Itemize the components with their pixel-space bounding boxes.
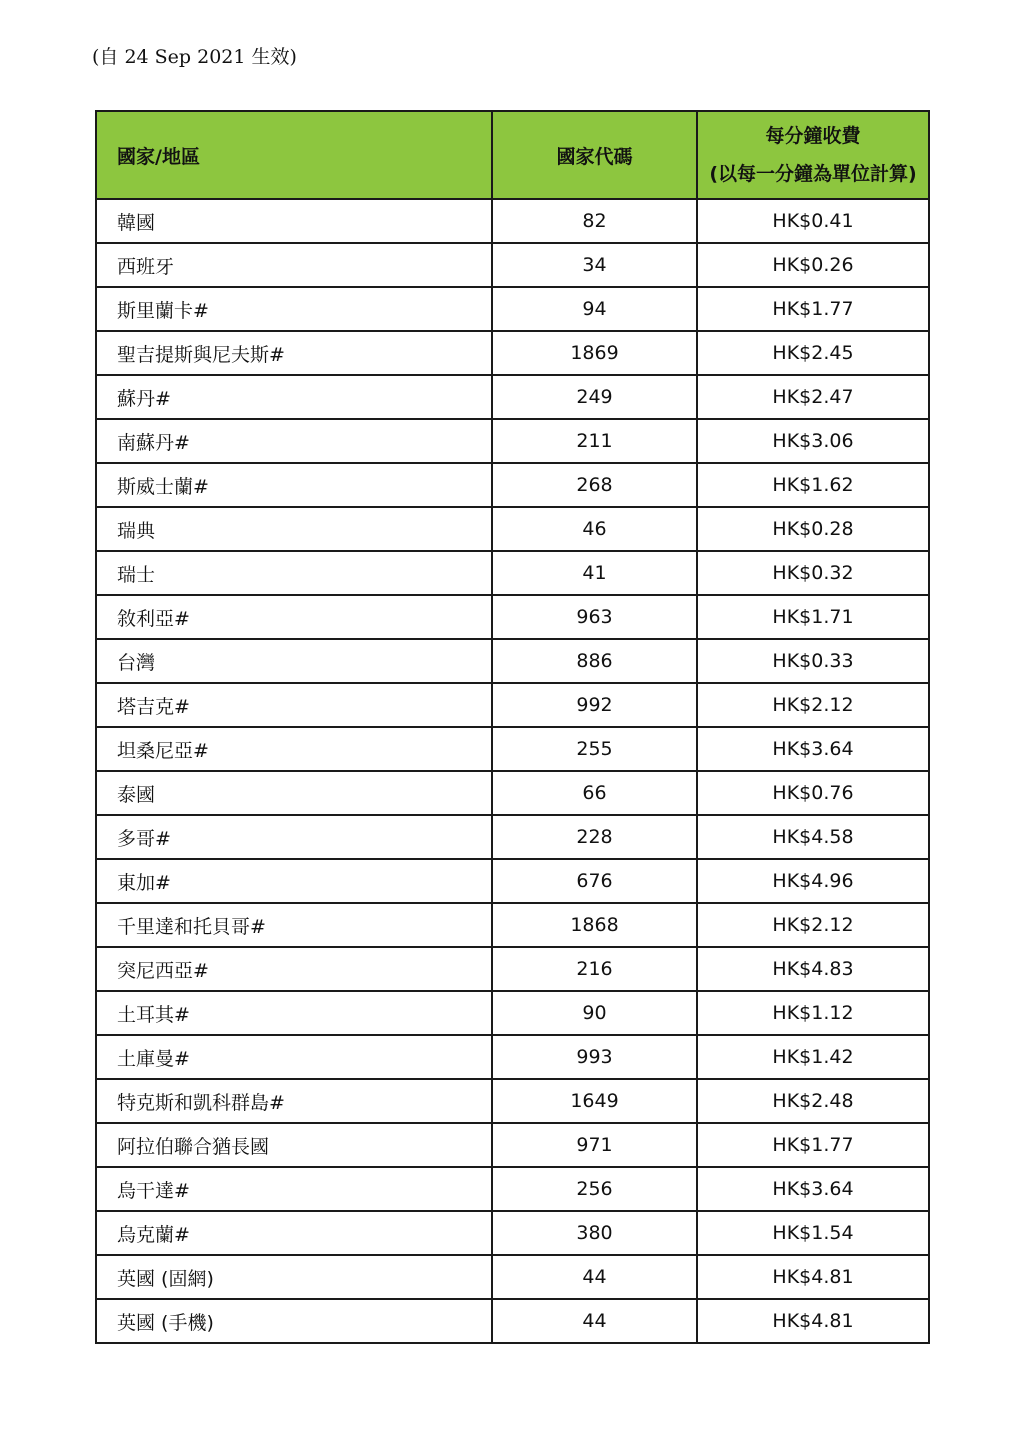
- code-cell: 44: [492, 1299, 697, 1343]
- country-cell: 台灣: [96, 639, 492, 683]
- rate-cell: HK$1.77: [697, 287, 929, 331]
- table-row: [96, 287, 929, 331]
- header-row: [96, 111, 929, 199]
- code-cell: 34: [492, 243, 697, 287]
- country-cell: 千里達和托貝哥#: [96, 903, 492, 947]
- table-row: [96, 639, 929, 683]
- rate-cell: HK$0.76: [697, 771, 929, 815]
- rate-cell: HK$2.48: [697, 1079, 929, 1123]
- table-row: [96, 595, 929, 639]
- country-cell: 坦桑尼亞#: [96, 727, 492, 771]
- table-row: [96, 507, 929, 551]
- country-cell: 瑞典: [96, 507, 492, 551]
- table-row: [96, 331, 929, 375]
- rates-table: [95, 110, 930, 1344]
- country-cell: 聖吉提斯與尼夫斯#: [96, 331, 492, 375]
- code-cell: 1649: [492, 1079, 697, 1123]
- rate-cell: HK$4.81: [697, 1255, 929, 1299]
- rate-cell: HK$2.12: [697, 683, 929, 727]
- country-cell: 阿拉伯聯合猶長國: [96, 1123, 492, 1167]
- country-cell: 英國 (固網): [96, 1255, 492, 1299]
- country-cell: 斯里蘭卡#: [96, 287, 492, 331]
- rate-cell: HK$3.06: [697, 419, 929, 463]
- country-cell: 泰國: [96, 771, 492, 815]
- table-row: [96, 1035, 929, 1079]
- country-cell: 瑞士: [96, 551, 492, 595]
- table-row: [96, 771, 929, 815]
- country-cell: 斯威士蘭#: [96, 463, 492, 507]
- table-row: [96, 1123, 929, 1167]
- rate-cell: HK$0.32: [697, 551, 929, 595]
- code-cell: 886: [492, 639, 697, 683]
- code-cell: 963: [492, 595, 697, 639]
- code-cell: 41: [492, 551, 697, 595]
- rate-cell: HK$4.96: [697, 859, 929, 903]
- table-row: [96, 1299, 929, 1343]
- rate-cell: HK$3.64: [697, 727, 929, 771]
- header-code: 國家代碼: [492, 111, 697, 199]
- rate-cell: HK$2.47: [697, 375, 929, 419]
- header-rate-line2: (以每一分鐘為單位計算): [709, 163, 917, 185]
- country-cell: 烏干達#: [96, 1167, 492, 1211]
- code-cell: 1869: [492, 331, 697, 375]
- rate-cell: HK$1.54: [697, 1211, 929, 1255]
- country-cell: 多哥#: [96, 815, 492, 859]
- table-header: [96, 111, 929, 199]
- table-row: [96, 199, 929, 243]
- rate-cell: HK$1.62: [697, 463, 929, 507]
- code-cell: 44: [492, 1255, 697, 1299]
- table-body: [96, 199, 929, 1343]
- code-cell: 1868: [492, 903, 697, 947]
- code-cell: 380: [492, 1211, 697, 1255]
- code-cell: 256: [492, 1167, 697, 1211]
- rate-cell: HK$4.81: [697, 1299, 929, 1343]
- rate-cell: HK$1.12: [697, 991, 929, 1035]
- country-cell: 突尼西亞#: [96, 947, 492, 991]
- rate-cell: HK$2.45: [697, 331, 929, 375]
- table-row: [96, 991, 929, 1035]
- country-cell: 蘇丹#: [96, 375, 492, 419]
- effective-date-note: (自 24 Sep 2021 生效): [92, 46, 297, 68]
- table-row: [96, 727, 929, 771]
- code-cell: 46: [492, 507, 697, 551]
- table-row: [96, 375, 929, 419]
- table-row: [96, 683, 929, 727]
- rate-cell: HK$0.33: [697, 639, 929, 683]
- country-cell: 西班牙: [96, 243, 492, 287]
- code-cell: 90: [492, 991, 697, 1035]
- country-cell: 南蘇丹#: [96, 419, 492, 463]
- table-row: [96, 1079, 929, 1123]
- rate-cell: HK$4.58: [697, 815, 929, 859]
- code-cell: 216: [492, 947, 697, 991]
- code-cell: 992: [492, 683, 697, 727]
- rate-cell: HK$3.64: [697, 1167, 929, 1211]
- code-cell: 66: [492, 771, 697, 815]
- country-cell: 土庫曼#: [96, 1035, 492, 1079]
- table-row: [96, 463, 929, 507]
- rate-cell: HK$1.71: [697, 595, 929, 639]
- code-cell: 993: [492, 1035, 697, 1079]
- code-cell: 676: [492, 859, 697, 903]
- table-row: [96, 1167, 929, 1211]
- code-cell: 971: [492, 1123, 697, 1167]
- rate-cell: HK$1.77: [697, 1123, 929, 1167]
- table-row: [96, 243, 929, 287]
- country-cell: 敘利亞#: [96, 595, 492, 639]
- code-cell: 228: [492, 815, 697, 859]
- code-cell: 255: [492, 727, 697, 771]
- table-row: [96, 815, 929, 859]
- table-row: [96, 551, 929, 595]
- country-cell: 英國 (手機): [96, 1299, 492, 1343]
- header-rate-line1: 每分鐘收費: [765, 125, 861, 147]
- table-row: [96, 859, 929, 903]
- code-cell: 211: [492, 419, 697, 463]
- country-cell: 東加#: [96, 859, 492, 903]
- code-cell: 268: [492, 463, 697, 507]
- table-row: [96, 1255, 929, 1299]
- rate-cell: HK$1.42: [697, 1035, 929, 1079]
- country-cell: 塔吉克#: [96, 683, 492, 727]
- rate-cell: HK$0.41: [697, 199, 929, 243]
- country-cell: 烏克蘭#: [96, 1211, 492, 1255]
- table-row: [96, 903, 929, 947]
- header-rate: [697, 111, 929, 199]
- code-cell: 249: [492, 375, 697, 419]
- country-cell: 特克斯和凱科群島#: [96, 1079, 492, 1123]
- header-country: 國家/地區: [96, 111, 492, 199]
- table-row: [96, 419, 929, 463]
- table-row: [96, 1211, 929, 1255]
- rate-cell: HK$2.12: [697, 903, 929, 947]
- code-cell: 82: [492, 199, 697, 243]
- table-row: [96, 947, 929, 991]
- country-cell: 土耳其#: [96, 991, 492, 1035]
- rate-cell: HK$4.83: [697, 947, 929, 991]
- rate-cell: HK$0.28: [697, 507, 929, 551]
- code-cell: 94: [492, 287, 697, 331]
- rate-cell: HK$0.26: [697, 243, 929, 287]
- country-cell: 韓國: [96, 199, 492, 243]
